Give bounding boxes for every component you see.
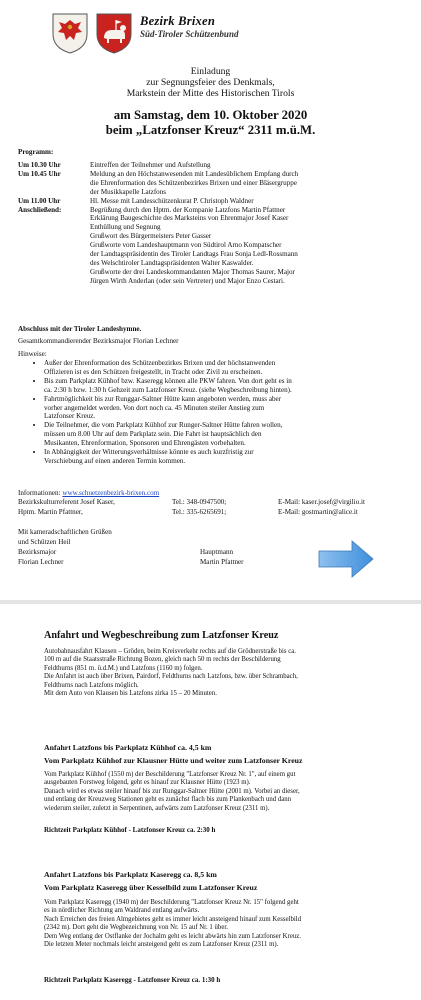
- program-description-line: Grußwort des Bürgermeisters Peter Gasser: [90, 232, 212, 241]
- program-commander: Gesamtkommandierender Bezirksmajor Florian Lechner: [18, 337, 179, 345]
- invitation-line-3: Markstein der Mitte des Historischen Tirols: [126, 88, 295, 99]
- program-time: Um 10.30 Uhr: [18, 161, 61, 169]
- contact-person-1: Bezirkskulturreferent Josef Kaser,: [18, 498, 115, 506]
- contact-person-2: Hptm. Martin Pfattner,: [18, 508, 83, 516]
- route1-body: [44, 771, 404, 813]
- program-time: Anschließend:: [18, 205, 62, 214]
- website-link[interactable]: www.schuetzenbezirk-brixen.com: [62, 489, 160, 497]
- program-description: [90, 170, 298, 197]
- program-description-line: die Ehrenformation des Schützenbezirkes Brixen und einer Bläsergruppe: [90, 178, 297, 187]
- paragraph-line: Feldthurns (851 m. ü.d.M.) und Latzfons (1160 m) folgen.: [44, 664, 203, 672]
- paragraph-line: Die Anfahrt ist auch über Brixen, Pairdorf, Feldthurns nach Latzfons, bzw. über Schrambach,: [44, 673, 298, 681]
- program-closing: Abschluss mit der Tiroler Landeshymne.: [18, 325, 142, 333]
- next-page-arrow-icon[interactable]: [318, 540, 374, 578]
- paragraph-line: Mit dem Auto von Klausen bis Latzfons zirka 15 – 20 Minuten.: [44, 690, 217, 698]
- program-time: Um 10.45 Uhr: [18, 169, 61, 178]
- paragraph-line: Vom Parkplatz Kaseregg (1940 m) der Beschilderung "Latzfonser Kreuz Nr. 15" folgend geht: [44, 899, 299, 906]
- note-item: [44, 421, 400, 448]
- note-line: Latzfonser Kreuz.: [44, 412, 96, 421]
- program-description-line: Begrüßung durch den Hptm. der Kompanie Latzfons Martin Pfattner: [90, 205, 286, 214]
- note-item: [44, 395, 400, 422]
- route2-time: Richtzeit Parkplatz Kaseregg - Latzfonser Kreuz ca. 1:30 h: [44, 976, 221, 984]
- note-line: Verschiebung auf einen anderen Termin kommen.: [44, 456, 186, 465]
- paragraph-line: Die letzten Meter nochmals leicht ansteigend geht es zum Latzfonser Kreuz (2311 m).: [44, 941, 279, 949]
- program-description-line: Meldung an den Höchstanwesenden mit Landesüblichem Empfang durch: [90, 169, 299, 178]
- program-description-line: Grußworte vom Landeshauptmann von Südtirol Arno Kompatscher: [90, 241, 282, 250]
- invitation-date: am Samstag, dem 10. Oktober 2020: [113, 108, 308, 122]
- note-line: müssen um 8.00 Uhr auf dem Parkplatz sein. Die Fahrt ist hauptsächlich den: [44, 430, 262, 439]
- brixen-lamb-crest-icon: [95, 12, 133, 54]
- header-subtitle: Süd-Tiroler Schützenbund: [140, 29, 239, 39]
- paragraph-line: Autobahnausfahrt Klausen – Gröden, beim Kreisverkehr rechts auf die Grödnerstraße bis ca.: [44, 648, 296, 655]
- program-row: [18, 161, 408, 170]
- paragraph-line: ausgebauten Forstweg folgend, geht es hinauf zur Klausner Hütte (1923 m).: [44, 779, 251, 787]
- invitation-place: beim „Latzfonser Kreuz“ 2311 m.ü.M.: [105, 123, 316, 137]
- paragraph-line: es in nördlicher Richtung am Waldrand entlang aufwärts.: [44, 907, 200, 915]
- note-line: Musikanten, Ehrenformation, Sponsoren und Ehrengästen vorbehalten.: [44, 439, 246, 448]
- header-title: Bezirk Brixen: [140, 14, 216, 28]
- program-description-line: Erklärung Baugeschichte des Marksteins von Ehrenmajor Josef Kaser: [90, 214, 289, 223]
- program-description-line: Hl. Messe mit Landesschützenkurat P. Christoph Waldner: [90, 196, 254, 205]
- note-line: • Außer der Ehrenformation des Schützenbezirkes Brixen und der höchstanwenden: [44, 359, 276, 367]
- program-description-line: Jürgen Wirth Anderlan (oder sein Vertreter) und Major Enzo Cestari.: [90, 276, 285, 285]
- paragraph-line: wiederum steiler, zuletzt in Serpentinen, aufwärts zum Latzfonser Kreuz (2311 m).: [44, 804, 270, 812]
- note-line: • Die Teilnehmer, die vom Parkplatz Kühhof zur Runger-Saltner Hütte fahren wollen,: [44, 421, 283, 430]
- directions-intro: [44, 648, 404, 698]
- directions-page: [0, 604, 421, 1000]
- program-row: [18, 170, 408, 197]
- greeting-line-1: Mit kameradschaftlichen Grüßen: [18, 528, 112, 536]
- note-line: • Fahrtmöglichkeit bis zur Runggar-Saltner Hütte kann angeboten werden, muss aber: [44, 394, 282, 403]
- paragraph-line: und entlang der Kreuzweg Stationen geht es zunächst flach bis zum Plankenbach und dann: [44, 796, 292, 804]
- signoff-right-name: Martin Pfattner: [200, 558, 244, 566]
- program-row: [18, 206, 408, 286]
- program-heading: Programm:: [18, 148, 54, 156]
- route2-subheading: Vom Parkplatz Kaseregg über Kesselbild zum Latzfonser Kreuz: [44, 883, 258, 892]
- program-description: [90, 206, 298, 286]
- program-description-line: Grußworte der drei Landeskommandanten Major Thomas Saurer, Major: [90, 267, 295, 276]
- note-line: • In Abhängigkeit der Witterungsverhältnisse könnte es auch kurzfristig zur: [44, 448, 254, 457]
- paragraph-line: Danach wird es etwas steiler hinauf bis zur Runggar-Saltner Hütte (2001 m). Vorbei an dieser,: [44, 787, 300, 795]
- notes-heading: Hinweise:: [18, 350, 47, 358]
- program-description-line: der Musikkapelle Latzfons: [90, 187, 167, 196]
- paragraph-line: (2342 m). Dort geht die Wegbezeichnung von Nr. 15 auf Nr. 1 über.: [44, 924, 228, 932]
- paragraph-line: Vom Parkplatz Kühhof (1550 m) der Beschilderung "Latzfonser Kreuz Nr. 1", auf einem gut: [44, 771, 296, 778]
- contact-tel-1: Tel.: 348-0947500;: [172, 498, 227, 506]
- program-description-line: des Welschtiroler Landtagspräsidenten Walter Kaswalder.: [90, 258, 254, 267]
- note-item: [44, 377, 400, 395]
- route2-body: [44, 899, 404, 949]
- program-description: [90, 161, 211, 170]
- paragraph-line: 100 m auf die Staatsstraße Richtung Bozen, gleich nach 50 m rechts der Beschilderung: [44, 656, 281, 664]
- greeting-line-2: und Schützen Heil: [18, 538, 71, 546]
- note-line: vorher angemeldet werden. Von dort noch ca. 45 Minuten steiler Anstieg zum: [44, 403, 265, 412]
- tyrol-eagle-crest-icon: [51, 12, 89, 54]
- paragraph-line: Nach Erreichen des freien Almgebietes geht es immer leicht ansteigend hinauf zum Kesselbild: [44, 915, 302, 923]
- info-line: [18, 489, 159, 498]
- paragraph-line: Feldthurns nach Latzfons möglich.: [44, 681, 139, 689]
- invitation-line-2: zur Segnungsfeier des Denkmals,: [146, 77, 275, 88]
- route1-time: Richtzeit Parkplatz Kühhof - Latzfonser Kreuz ca. 2:30 h: [44, 826, 216, 834]
- note-line: • Bis zum Parkplatz Kühhof bzw. Kaseregg können alle PKW fahren. Von dort geht es in: [44, 376, 292, 385]
- program-row: [18, 197, 408, 206]
- program-description-line: Enthüllung und Segnung: [90, 223, 161, 232]
- route1-subheading: Vom Parkplatz Kühhof zur Klausner Hütte und weiter zum Latzfonser Kreuz: [44, 756, 303, 765]
- info-label: Informationen:: [18, 489, 63, 497]
- invitation-line-1: Einladung: [190, 66, 231, 77]
- signoff-left-name: Florian Lechner: [18, 558, 64, 566]
- program-description-line: Eintreffen der Teilnehmer und Aufstellung: [90, 161, 211, 169]
- note-line: Offizieren ist es den Schützen freigestellt, in Tracht oder Zivil zu erscheinen.: [44, 367, 263, 376]
- program-description: [90, 197, 254, 206]
- contact-mail-1: E-Mail: kaser.josef@virgilio.it: [278, 498, 365, 506]
- signoff-left-title: Bezirksmajor: [18, 548, 57, 556]
- program-description-line: der Landtagspräsidentin des Tiroler Landtags Frau Sonja Ledl-Rossmann: [90, 250, 298, 259]
- contact-tel-2: Tel.: 335-6265691;: [172, 508, 227, 516]
- note-item: [44, 359, 400, 377]
- route2-heading: Anfahrt Latzfons bis Parkplatz Kaseregg ca. 8,5 km: [44, 870, 217, 879]
- note-item: [44, 448, 400, 466]
- directions-title: Anfahrt und Wegbeschreibung zum Latzfonser Kreuz: [44, 630, 279, 641]
- program-time: Um 11.00 Uhr: [18, 196, 61, 205]
- route1-heading: Anfahrt Latzfons bis Parkplatz Kühhof ca. 4,5 km: [44, 743, 212, 752]
- note-line: ca. 2:30 h bzw. 1:30 h Gehzeit zum Latzfonser Kreuz. (siehe Wegbeschreibung hinten).: [44, 385, 292, 394]
- signoff-right-title: Hauptmann: [200, 548, 234, 556]
- notes-list: [26, 359, 400, 466]
- program-table: [18, 161, 408, 286]
- contact-mail-2: E-Mail: gostmartin@alice.it: [278, 508, 358, 516]
- paragraph-line: Dem Weg entlang der Ostflanke der Jochalm geht es leicht abwärts hin zum Latzfonser Kreuz.: [44, 932, 301, 940]
